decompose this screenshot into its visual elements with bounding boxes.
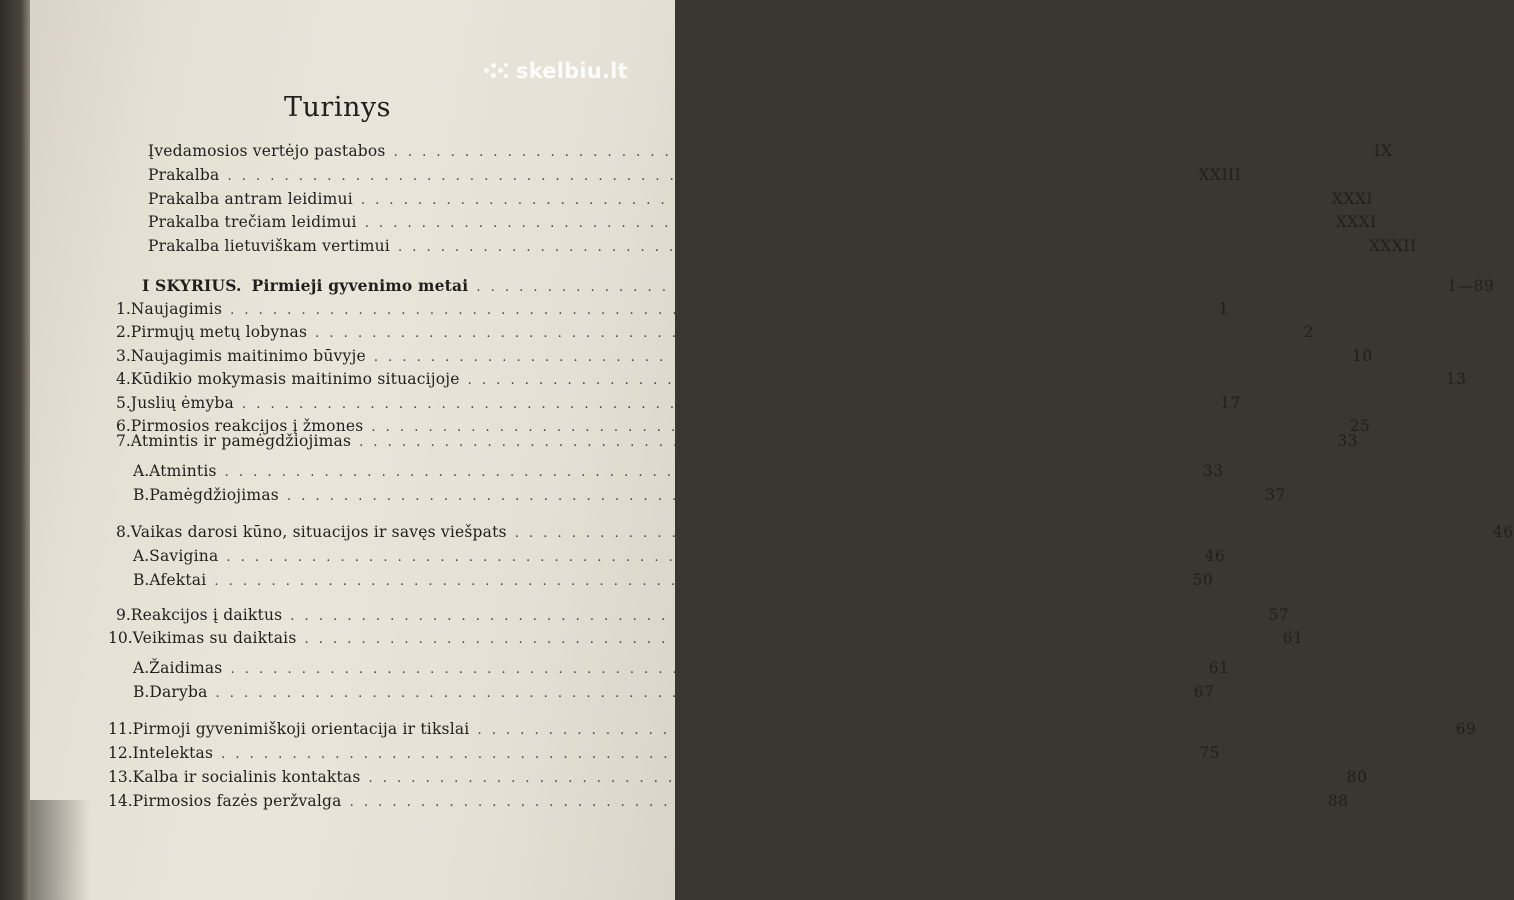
dot-leader: . . . . . . . . . . . . . . . . . . . . . . . . . . . . . . . . . . . . . . . . . . . . . . . . . . . . . . . . . . . . . . . . . . . . bbox=[360, 193, 1324, 208]
entry-number: 12. bbox=[108, 744, 133, 762]
dot-leader: . . . . . . . . . . . . . . . . . . . . . . . . . . . . . . . . . . . . . . . . . . . . . . . . . . . . . . . . . . . . . . . . . . . . bbox=[315, 326, 1279, 341]
entry-label: Prakalba trečiam leidimui bbox=[148, 213, 357, 231]
entry-label: Reakcijos į daiktus bbox=[130, 606, 283, 624]
entry-label: Atmintis bbox=[149, 462, 217, 480]
toc-subentry bbox=[133, 659, 1230, 677]
entry-label: Pirmosios reakcijos į žmones bbox=[130, 417, 364, 435]
site-watermark bbox=[484, 56, 628, 86]
page-shadow bbox=[30, 800, 90, 900]
entry-label: Prakalba bbox=[148, 166, 220, 184]
entry-number: A. bbox=[133, 659, 150, 677]
entry-number: B. bbox=[133, 486, 150, 504]
toc-entry bbox=[116, 432, 1359, 450]
dot-leader: . . . . . . . . . . . . . . . . . . . . . . . . . . . . . . . . . . . . . . . . . . . . . . . . . . . . . . . . . . . . . . . . . . . . bbox=[359, 435, 1323, 450]
page-number: XXXI bbox=[1335, 213, 1377, 231]
watermark-logo-icon bbox=[484, 62, 510, 80]
entry-number: 7. bbox=[116, 432, 131, 450]
toc-entry bbox=[116, 323, 1315, 341]
entry-label: Žaidimas bbox=[149, 659, 223, 677]
dot-leader: . . . . . . . . . . . . . . . . . . . . . . . . . . . . . . . . . . . . . . . . . . . . . . . . . . . . . . . . . . . . . . . . . . . . bbox=[514, 526, 1478, 541]
page-number: 46 bbox=[1492, 523, 1514, 541]
entry-label: Atmintis ir pamėgdžiojimas bbox=[130, 432, 352, 450]
page-number: 33 bbox=[1202, 462, 1224, 480]
dot-leader: . . . . . . . . . . . . . . . . . . . . . . . . . . . . . . . . . . . . . . . . . . . . . . . . . . . . . . . . . . . . . . . . . . . . bbox=[467, 373, 1431, 388]
entry-label: Pirmųjų metų lobynas bbox=[130, 323, 308, 341]
page-number: 1—89 bbox=[1447, 277, 1495, 295]
toc-entry-front-matter bbox=[148, 190, 1374, 208]
toc-entry bbox=[116, 347, 1373, 365]
entry-number: 14. bbox=[108, 792, 133, 810]
dot-leader: . . . . . . . . . . . . . . . . . . . . . . . . . . . . . . . . . . . . . . . . . . . . . . . . . . . . . . . . . . . . . . . . . . . . bbox=[368, 771, 1332, 786]
toc-entry bbox=[108, 768, 1368, 786]
dot-leader: . . . . . . . . . . . . . . . . . . . . . . . . . . . . . . . . . . . . . . . . . . . . . . . . . . . . . . . . . . . . . . . . . . . . bbox=[364, 216, 1328, 231]
page-number: 2 bbox=[1303, 323, 1315, 341]
toc-entry bbox=[108, 629, 1304, 647]
toc-subentry bbox=[133, 683, 1215, 701]
dot-leader: . . . . . . . . . . . . . . . . . . . . . . . . . . . . . . . . . . . . . . . . . . . . . . . . . . . . . . . . . . . . . . . . . . . . bbox=[477, 723, 1441, 738]
entry-number: 8. bbox=[116, 523, 131, 541]
entry-label: Afektai bbox=[149, 571, 207, 589]
page-number: 46 bbox=[1204, 547, 1226, 565]
dot-leader: . . . . . . . . . . . . . . . . . . . . . . . . . . . . . . . . . . . . . . . . . . . . . . . . . . . . . . . . . . . . . . . . . . . . bbox=[286, 489, 1250, 504]
toc-entry bbox=[108, 720, 1477, 738]
dot-leader: . . . . . . . . . . . . . . . . . . . . . . . . . . . . . . . . . . . . . . . . . . . . . . . . . . . . . . . . . . . . . . . . . . . . bbox=[290, 609, 1254, 624]
toc-entry bbox=[116, 394, 1241, 412]
entry-number: B. bbox=[133, 571, 150, 589]
entry-label: Vaikas darosi kūno, situacijos ir savęs viešpats bbox=[130, 523, 507, 541]
dot-leader: . . . . . . . . . . . . . . . . . . . . . . . . . . . . . . . . . . . . . . . . . . . . . . . . . . . . . . . . . . . . . . . . . . . . bbox=[226, 550, 1190, 565]
page-number: 17 bbox=[1220, 394, 1241, 412]
dot-leader: . . . . . . . . . . . . . . . . . . . . . . . . . . . . . . . . . . . . . . . . . . . . . . . . . . . . . . . . . . . . . . . . . . . . bbox=[393, 145, 1357, 160]
toc-entry bbox=[116, 300, 1229, 318]
entry-label: Juslių ėmyba bbox=[130, 394, 234, 412]
page-title: Turinys bbox=[284, 92, 391, 123]
entry-label: Veikimas su daiktais bbox=[132, 629, 297, 647]
toc-subentry bbox=[133, 547, 1226, 565]
watermark-text: skelbiu.lt bbox=[516, 59, 628, 83]
page-number: 67 bbox=[1193, 683, 1215, 701]
entry-label: Prakalba lietuviškam vertimui bbox=[148, 237, 390, 255]
entry-label: Daryba bbox=[149, 683, 208, 701]
entry-number: 4. bbox=[116, 370, 131, 388]
toc-entry bbox=[108, 792, 1349, 810]
page-number: 75 bbox=[1199, 744, 1220, 762]
book-page bbox=[30, 0, 675, 900]
toc-entry-front-matter bbox=[148, 213, 1377, 231]
page-number: 88 bbox=[1327, 792, 1349, 810]
toc-subentry bbox=[133, 571, 1214, 589]
page-number: 1 bbox=[1218, 300, 1229, 318]
dot-leader: . . . . . . . . . . . . . . . . . . . . . . . . . . . . . . . . . . . . . . . . . . . . . . . . . . . . . . . . . . . . . . . . . . . . bbox=[230, 662, 1194, 677]
dot-leader: . . . . . . . . . . . . . . . . . . . . . . . . . . . . . . . . . . . . . . . . . . . . . . . . . . . . . . . . . . . . . . . . . . . . bbox=[230, 303, 1193, 318]
page-number: 10 bbox=[1351, 347, 1373, 365]
page-number: 37 bbox=[1265, 486, 1286, 504]
dot-leader: . . . . . . . . . . . . . . . . . . . . . . . . . . . . . . . . . . . . . . . . . . . . . . . . . . . . . . . . . . . . . . . . . . . . bbox=[241, 397, 1205, 412]
entry-label: Naujagimis bbox=[130, 300, 223, 318]
page-number: 13 bbox=[1445, 370, 1467, 388]
entry-label: Intelektas bbox=[132, 744, 214, 762]
entry-number: 11. bbox=[108, 720, 133, 738]
entry-number: 5. bbox=[116, 394, 131, 412]
page-number: 69 bbox=[1455, 720, 1477, 738]
toc-entry-front-matter bbox=[148, 237, 1417, 255]
entry-number: 9. bbox=[116, 606, 131, 624]
chapter-title: Pirmieji gyvenimo metai bbox=[251, 276, 469, 295]
dot-leader: . . . . . . . . . . . . . . . . . . . . . . . . . . . . . . . . . . . . . . . . . . . . . . . . . . . . . . . . . . . . . . . . . . . . bbox=[349, 795, 1313, 810]
toc-entry-front-matter bbox=[148, 166, 1242, 184]
entry-number: A. bbox=[133, 462, 150, 480]
toc-entry bbox=[116, 523, 1514, 541]
dot-leader: . . . . . . . . . . . . . . . . . . . . . . . . . . . . . . . . . . . . . . . . . . . . . . . . . . . . . . . . . . . . . . . . . . . . bbox=[304, 632, 1268, 647]
toc-subentry bbox=[133, 462, 1224, 480]
entry-number: 10. bbox=[108, 629, 133, 647]
dot-leader: . . . . . . . . . . . . . . . . . . . . . . . . . . . . . . . . . . . . . . . . . . . . . . . . . . . . . . . . . . . . . . . . . . . . bbox=[476, 280, 1440, 295]
page-number: 61 bbox=[1208, 659, 1230, 677]
dot-leader: . . . . . . . . . . . . . . . . . . . . . . . . . . . . . . . . . . . . . . . . . . . . . . . . . . . . . . . . . . . . . . . . . . . . bbox=[215, 686, 1179, 701]
page-number: XXXI bbox=[1331, 190, 1374, 208]
toc-entry bbox=[108, 744, 1220, 762]
entry-number: 6. bbox=[116, 417, 131, 435]
entry-label: Savigina bbox=[149, 547, 219, 565]
entry-number: 3. bbox=[116, 347, 131, 365]
entry-label: Prakalba antram leidimui bbox=[148, 190, 353, 208]
page-number: 57 bbox=[1268, 606, 1290, 624]
entry-label: Įvedamosios vertėjo pastabos bbox=[148, 142, 386, 160]
entry-label: Kūdikio mokymasis maitinimo situacijoje bbox=[130, 370, 460, 388]
toc-entry-front-matter bbox=[148, 142, 1393, 160]
page-number: 80 bbox=[1346, 768, 1368, 786]
entry-number: 1. bbox=[116, 300, 131, 318]
entry-label: Pamėgdžiojimas bbox=[149, 486, 279, 504]
dot-leader: . . . . . . . . . . . . . . . . . . . . . . . . . . . . . . . . . . . . . . . . . . . . . . . . . . . . . . . . . . . . . . . . . . . . bbox=[397, 240, 1361, 255]
page-number: 25 bbox=[1349, 417, 1371, 435]
dot-leader: . . . . . . . . . . . . . . . . . . . . . . . . . . . . . . . . . . . . . . . . . . . . . . . . . . . . . . . . . . . . . . . . . . . . bbox=[371, 420, 1335, 435]
toc-subentry bbox=[133, 486, 1286, 504]
entry-label: Pirmosios fazės peržvalga bbox=[132, 792, 342, 810]
page-number: 61 bbox=[1282, 629, 1304, 647]
entry-label: Kalba ir socialinis kontaktas bbox=[132, 768, 361, 786]
page-number: XXIII bbox=[1198, 166, 1242, 184]
entry-number: 13. bbox=[108, 768, 133, 786]
page-number: XXXII bbox=[1368, 237, 1417, 255]
entry-number: 2. bbox=[116, 323, 131, 341]
dot-leader: . . . . . . . . . . . . . . . . . . . . . . . . . . . . . . . . . . . . . . . . . . . . . . . . . . . . . . . . . . . . . . . . . . . . bbox=[373, 350, 1337, 365]
page-number: 33 bbox=[1337, 432, 1359, 450]
entry-label: Pirmoji gyvenimiškoji orientacija ir tikslai bbox=[132, 720, 470, 738]
entry-number: A. bbox=[133, 547, 150, 565]
dot-leader: . . . . . . . . . . . . . . . . . . . . . . . . . . . . . . . . . . . . . . . . . . . . . . . . . . . . . . . . . . . . . . . . . . . . bbox=[224, 465, 1188, 480]
page-number: IX bbox=[1374, 142, 1393, 160]
dot-leader: . . . . . . . . . . . . . . . . . . . . . . . . . . . . . . . . . . . . . . . . . . . . . . . . . . . . . . . . . . . . . . . . . . . . bbox=[221, 747, 1184, 762]
chapter-heading bbox=[142, 276, 1495, 295]
entry-number: B. bbox=[133, 683, 150, 701]
dot-leader: . . . . . . . . . . . . . . . . . . . . . . . . . . . . . . . . . . . . . . . . . . . . . . . . . . . . . . . . . . . . . . . . . . . . bbox=[227, 169, 1191, 184]
page-number: 50 bbox=[1192, 571, 1214, 589]
toc-entry bbox=[116, 606, 1290, 624]
chapter-label: I SKYRIUS. bbox=[142, 276, 242, 295]
dot-leader: . . . . . . . . . . . . . . . . . . . . . . . . . . . . . . . . . . . . . . . . . . . . . . . . . . . . . . . . . . . . . . . . . . . . bbox=[214, 574, 1178, 589]
toc-entry bbox=[116, 370, 1467, 388]
entry-label: Naujagimis maitinimo būvyje bbox=[130, 347, 366, 365]
book-spine-shadow bbox=[0, 0, 30, 900]
